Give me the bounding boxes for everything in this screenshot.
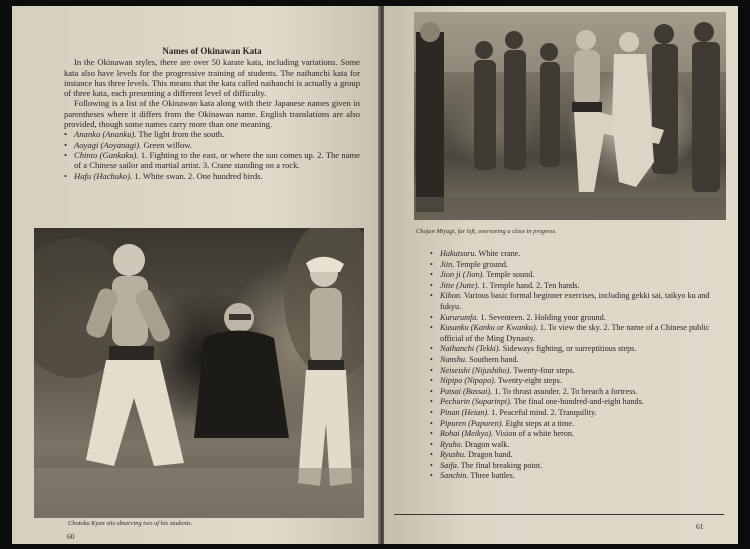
left-text-block — [64, 46, 360, 181]
kata-name: Kururumfa. — [440, 312, 479, 322]
left-photo-caption: Chotoku Kyan sits observing two of his students. — [68, 520, 193, 527]
bullet-icon: • — [430, 291, 433, 301]
kata-item — [430, 323, 716, 344]
kata-meaning: Southern hand. — [469, 354, 519, 364]
kata-list-left — [64, 129, 360, 180]
kata-meaning: Temple sound. — [486, 270, 535, 280]
kata-item — [430, 408, 716, 419]
kata-item — [430, 270, 716, 281]
bullet-icon: • — [430, 471, 433, 481]
kata-meaning: Dragon hand. — [468, 450, 513, 460]
bullet-icon: • — [430, 460, 433, 470]
kata-name: Ryuho. — [440, 439, 463, 449]
kata-name: Ryushu. — [440, 450, 467, 460]
kata-meaning: Vision of a white heron. — [495, 429, 574, 439]
bullet-icon: • — [64, 139, 68, 150]
kata-meaning: Temple ground. — [456, 259, 508, 269]
kata-item — [430, 440, 716, 451]
kata-item — [430, 387, 716, 398]
right-photo-caption: Chojun Miyagi, far left, overseeing a class in progress. — [416, 228, 557, 235]
class-figures-illustration — [414, 12, 726, 220]
kata-item — [430, 291, 716, 312]
kata-meaning: 1. To view the sky. 2. The name of a Chinese public official of the Ming Dynasty. — [440, 323, 710, 343]
kata-name: Jion ji (Jion). — [440, 270, 485, 280]
kata-name: Hakutsuru. — [440, 249, 477, 258]
kata-name: Kusanku (Kanku or Kwanku). — [440, 323, 538, 333]
kata-meaning: The final one-hundred-and-eight hands. — [513, 397, 644, 407]
bullet-icon: • — [430, 259, 433, 269]
kata-meaning: Twenty-four steps. — [513, 365, 575, 375]
kata-name: Sanchin. — [440, 471, 469, 481]
kata-item — [430, 249, 716, 260]
kata-meaning: Sideways fighting, or surreptitious steps. — [502, 344, 637, 354]
kyan-students-photo — [34, 228, 364, 518]
bullet-icon: • — [430, 397, 433, 407]
bullet-icon: • — [430, 376, 433, 386]
bullet-icon: • — [430, 344, 433, 354]
bullet-icon: • — [430, 439, 433, 449]
kata-name: Aoyagi (Aoyanagi). — [74, 139, 142, 150]
kata-meaning: Twenty-eight steps. — [497, 376, 562, 386]
kata-item — [430, 355, 716, 366]
kata-meaning: The light from the south. — [138, 129, 225, 140]
right-text-block — [430, 249, 716, 482]
kata-meaning: White crane. — [478, 249, 521, 258]
kata-item — [430, 260, 716, 271]
miyagi-class-photo — [414, 12, 726, 220]
photo-figures-illustration — [34, 228, 364, 518]
kata-item — [430, 450, 716, 461]
kata-name: Pechurin (Suparinpi). — [440, 397, 512, 407]
kata-name: Hafu (Hachuko). — [74, 170, 133, 181]
left-page-number: 60 — [67, 532, 75, 541]
right-page — [384, 6, 738, 544]
kata-item — [430, 281, 716, 292]
right-page-number: 61 — [696, 522, 704, 531]
kata-item — [430, 366, 716, 377]
kata-meaning: The final breaking point. — [460, 460, 543, 470]
kata-item — [430, 429, 716, 440]
kata-name: Naihanchi (Tekki). — [440, 344, 501, 354]
kata-name: Pinan (Heian). — [440, 407, 490, 417]
kata-meaning: Dragon walk. — [464, 439, 510, 449]
bullet-icon: • — [64, 129, 68, 140]
bullet-icon: • — [430, 418, 433, 428]
kata-item — [430, 461, 716, 472]
footer-rule — [394, 514, 724, 515]
kata-item — [430, 376, 716, 387]
kata-name: Kihon. — [440, 291, 463, 301]
bullet-icon: • — [64, 149, 68, 160]
kata-name: Pipuren (Papuren). — [440, 418, 504, 428]
bullet-icon: • — [430, 386, 433, 396]
kata-name: Rohai (Meikyo). — [440, 429, 494, 439]
kata-meaning: Eight steps at a time. — [505, 418, 575, 428]
book-spread — [12, 6, 738, 544]
bullet-icon: • — [430, 323, 433, 333]
bullet-icon: • — [430, 450, 433, 460]
intro-paragraph: In the Okinawan styles, there are over 50 karate kata, including variations. Some kata also have levels for the progressive training of students. The naihanchi kata for instance has three levels. This means that the kata called naihanchi is actually a group of three kata, each presenting a different level of difficulty. — [64, 57, 360, 99]
kata-meaning: Green willow. — [143, 139, 193, 150]
kata-name: Nanshu. — [440, 354, 468, 364]
kata-name: Jiin. — [440, 259, 455, 269]
kata-name: Saifa. — [440, 460, 459, 470]
kata-item — [430, 344, 716, 355]
left-page — [12, 6, 380, 544]
kata-name: Chinto (Gankaku). — [74, 149, 139, 160]
kata-meaning: 1. Temple hand. 2. Ten hands. — [481, 280, 580, 290]
bullet-icon: • — [430, 270, 433, 280]
kata-item — [430, 397, 716, 408]
kata-item — [64, 129, 360, 139]
kata-item — [430, 471, 716, 482]
bullet-icon: • — [430, 354, 433, 364]
kata-name: Nipipo (Nipapo). — [440, 376, 496, 386]
bullet-icon: • — [430, 365, 433, 375]
kata-meaning: 1. Seventeen. 2. Holding your ground. — [480, 312, 606, 322]
kata-name: Patsai (Bassai). — [440, 386, 493, 396]
bullet-icon: • — [430, 429, 433, 439]
bullet-icon: • — [430, 280, 433, 290]
kata-item — [64, 171, 360, 181]
kata-item — [64, 150, 360, 171]
kata-meaning: Three battles. — [470, 471, 515, 481]
kata-name: Neiseishi (Nijushiho). — [440, 365, 512, 375]
bullet-icon: • — [430, 249, 433, 258]
kata-item — [430, 313, 716, 324]
list-intro-paragraph: Following is a list of the Okinawan kata along with their Japanese names given in parentheses where it differs from the Okinawan name. English translations are also provided, though some names carry more than one meaning. — [64, 98, 360, 130]
bullet-icon: • — [64, 170, 68, 181]
kata-name: Ananko (Ananku). — [74, 129, 137, 140]
kata-meaning: 1. Peaceful mind. 2. Tranquility. — [491, 407, 597, 417]
kata-meaning: 1. Fighting to the east, or where the sun comes up. 2. The name of a Chinese sailor and martial artist. 3. Crane standing on a rock. — [74, 149, 360, 171]
kata-meaning: Various basic formal beginner exercises, including gekki sai, taikyo ku and fukyu. — [440, 291, 710, 311]
bullet-icon: • — [430, 312, 433, 322]
bullet-icon: • — [430, 407, 433, 417]
kata-meaning: 1. To thrust asunder. 2. To breach a fortress. — [494, 386, 638, 396]
kata-name: Jitte (Jutte). — [440, 280, 480, 290]
kata-item — [430, 419, 716, 430]
kata-meaning: 1. White swan. 2. One hundred birds. — [134, 170, 263, 181]
kata-item — [64, 140, 360, 150]
section-heading: Names of Okinawan Kata — [162, 46, 262, 56]
kata-list-right — [430, 249, 716, 482]
